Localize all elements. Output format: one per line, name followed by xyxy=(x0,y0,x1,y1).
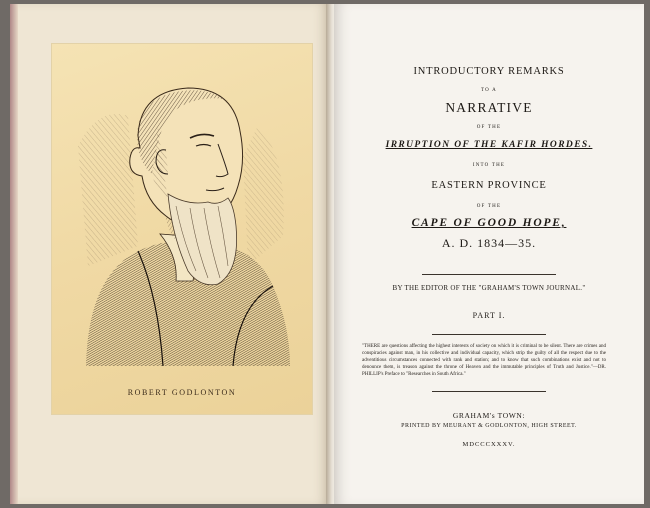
title-line-into-the: INTO THE xyxy=(472,163,506,168)
title-line-intro: INTRODUCTORY REMARKS xyxy=(413,66,565,77)
left-page xyxy=(10,4,328,504)
title-line-of-the-2: OF THE xyxy=(476,204,502,209)
page-edge xyxy=(10,4,18,504)
imprint-year: MDCCCXXXV. xyxy=(462,441,516,448)
portrait-caption: ROBERT GODLONTON xyxy=(127,388,237,397)
portrait-engraving xyxy=(68,66,296,366)
title-page xyxy=(334,4,644,504)
part-label: PART I. xyxy=(472,311,506,320)
rule xyxy=(422,274,556,275)
title-line-cape: CAPE OF GOOD HOPE, xyxy=(411,217,567,229)
title-line-of-the: OF THE xyxy=(476,125,502,130)
title-line-date: A. D. 1834—35. xyxy=(441,236,537,250)
frontispiece-plate xyxy=(52,44,312,414)
title-line-eastern-province: EASTERN PROVINCE xyxy=(431,180,547,191)
imprint-printer: PRINTED BY MEURANT & GODLONTON, HIGH STREET. xyxy=(401,423,577,429)
title-line-irruption: IRRUPTION OF THE KAFIR HORDES. xyxy=(385,140,593,150)
editor-line: BY THE EDITOR OF THE "GRAHAM'S TOWN JOURNAL." xyxy=(392,284,586,292)
epigraph: "THERE are questions affecting the highest interests of society on which it is criminal to be silent. There are crimes and conspiracies against man, in his collective and individual capacity, which strip the guilty of all the respect due to the adventitious circumstances connected with rank and station; and to know that such combinations exist and not to denounce them, is treason against the throne of Heaven and the immutable principles of Truth and Justice."—DR. PHILLIP's Preface to "Researches in South Africa." xyxy=(362,344,606,377)
rule xyxy=(432,334,546,335)
rule xyxy=(432,391,546,392)
title-line-narrative: NARRATIVE xyxy=(445,100,533,115)
imprint-place: GRAHAM's TOWN: xyxy=(452,411,526,420)
title-line-to-a: TO A xyxy=(481,88,497,93)
